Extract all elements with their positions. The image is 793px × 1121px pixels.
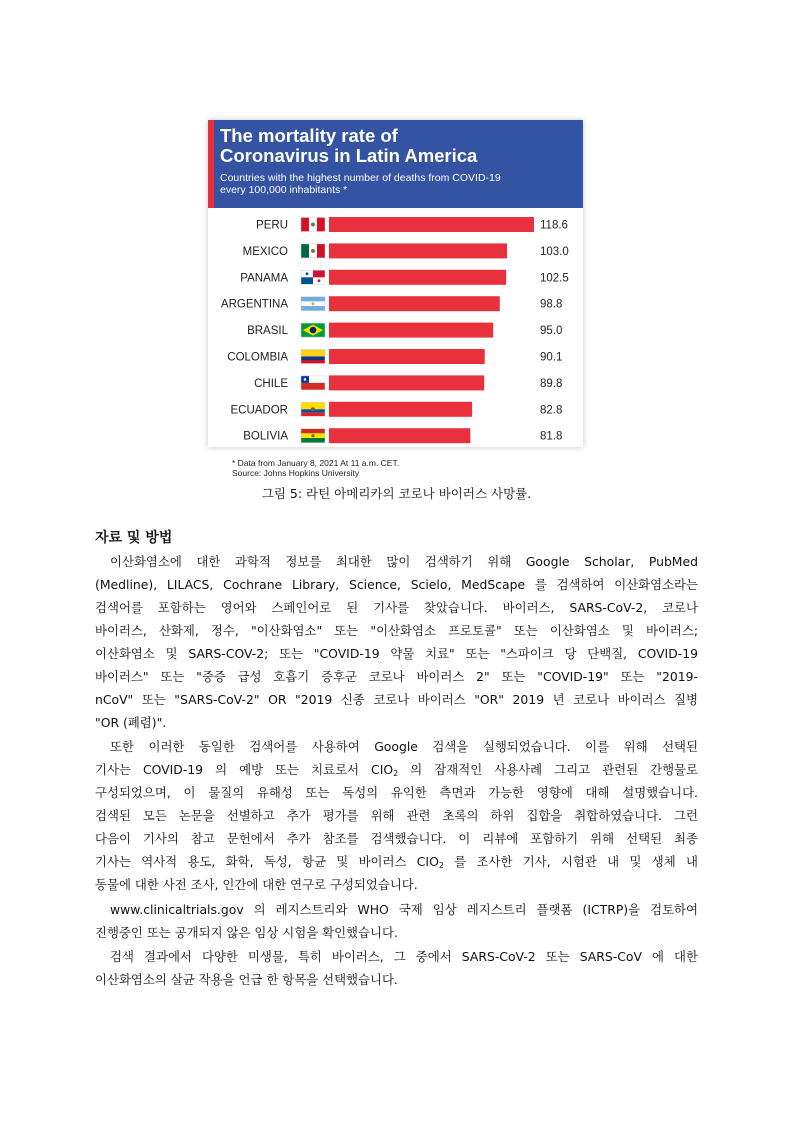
category-label: BRASIL [247,325,288,338]
bar [329,323,493,338]
paragraph-line: nCoV" 또는 "SARS-CoV-2" OR "2019 신종 코로나 바이러스 "OR" 2019 년 코로나 바이러스 질병 [95,692,698,707]
brasil-flag-icon [301,323,325,337]
bar [329,349,485,364]
bar [329,243,507,258]
paragraph-line: 이산화염소에 대한 과학적 정보를 최대한 많이 검색하기 위해 Google Scholar, PubMed [110,554,698,569]
chart-header-accent [208,120,214,208]
bolivia-flag-icon [301,429,325,443]
paragraph-line [95,850,698,873]
paragraph-line: 바이러스, 산화제, 정수, "이산화염소" 또는 "이산화염소 프로토콜" 또는 이산화염소 및 바이러스; [95,623,698,638]
bar [329,375,484,390]
bar [329,217,534,232]
line-segment: 기사는 역사적 용도, 화학, 독성, 항균 및 바이러스 CIO [95,854,439,869]
figure-caption: 그림 5: 라틴 아메리카의 코로나 바이러스 사망률. [261,486,532,501]
value-label: 95.0 [540,325,563,338]
chart-figure [208,120,583,447]
line-segment: 기사는 COVID-19 의 예방 또는 치료로서 CIO [95,762,394,777]
bar [329,296,500,311]
category-label: COLOMBIA [227,351,288,364]
paragraph-line: 이산화염소 및 SARS-COV-2; 또는 "COVID-19 약물 치료" 또는 "스파이크 당 단백질, COVID-19 [95,646,698,661]
paragraph-line: (Medline), LILACS, Cochrane Library, Science, Scielo, MedScape 를 검색하여 이산화염소라는 [95,577,698,592]
argentina-flag-icon [301,297,325,311]
chart-subtitle-line2: every 100,000 inhabitants * [220,184,348,196]
paragraph-line: 진행중인 또는 공개되지 않은 임상 시험을 확인했습니다. [95,925,398,940]
category-label: PANAMA [240,272,288,285]
bar-chart [208,208,583,447]
bar [329,402,472,417]
ecuador-flag-icon [301,402,325,416]
paragraph-line: "OR (폐렴)". [95,715,167,730]
category-label: MEXICO [242,245,288,258]
chart-subtitle-line1: Countries with the highest number of deaths from COVID-19 [220,172,501,184]
value-label: 82.8 [540,404,563,417]
section-heading: 자료 및 방법 [95,530,173,546]
chart-data-note: * Data from January 8, 2021 At 11 a.m. CET. [232,458,400,468]
bar [329,270,506,285]
value-label: 103.0 [540,245,569,258]
bar [329,428,470,443]
paragraph-line: 또한 이러한 동일한 검색어를 사용하여 Google 검색을 실행되었습니다. 이를 위해 선택된 [110,739,698,754]
category-label: ARGENTINA [220,298,288,311]
colombia-flag-icon [301,350,325,364]
paragraph-line [95,758,698,781]
chile-flag-icon [301,376,325,390]
value-label: 102.5 [540,272,569,285]
paragraph-line: 구성되었으며, 이 물질의 유해성 또는 독성의 유익한 측면과 가능한 영향에 대해 설명했습니다. [95,785,698,800]
value-label: 118.6 [540,219,568,232]
chart-title-line2: Coronavirus in Latin America [220,145,478,166]
chart-source: Source: Johns Hopkins University [232,468,360,478]
subscript: 2 [438,861,444,870]
paragraph-line: 다음이 기사의 참고 문헌에서 추가 참조를 검색했습니다. 이 리뷰에 포함하기 위해 선택된 최종 [95,831,698,846]
category-label: PERU [256,219,288,232]
chart-title-line1: The mortality rate of [220,125,398,146]
line-segment: 의 잠재적인 사용사례 그리고 관련된 간행물로 [410,762,698,777]
value-label: 98.8 [540,298,563,311]
paragraph-line: 이산화염소의 살균 작용을 언급 한 항목을 선택했습니다. [95,972,398,987]
panama-flag-icon [301,270,325,284]
peru-flag-icon [301,218,325,232]
paragraph-line: 검색된 모든 논문을 선별하고 추가 평가를 위해 관련 초록의 하위 집합을 취합하였습니다. 그런 [95,808,698,823]
mexico-flag-icon [301,244,325,258]
value-label: 89.8 [540,377,563,390]
category-label: CHILE [254,377,288,390]
value-label: 81.8 [540,430,563,443]
category-label: BOLIVIA [243,430,288,443]
value-label: 90.1 [540,351,563,364]
line-segment: 를 조사한 기사, 시험관 내 및 생체 내 [454,854,698,869]
paragraph-line: www.clinicaltrials.gov 의 레지스트리와 WHO 국제 임상 레지스트리 플랫폼 (ICTRP)을 검토하여 [110,902,698,917]
paragraph-line: 동물에 대한 사전 조사, 인간에 대한 연구로 구성되었습니다. [95,877,418,892]
paragraph-line: 검색어를 포함하는 영어와 스페인어로 된 기사를 찾았습니다. 바이러스, SARS-CoV-2, 코로나 [95,600,698,615]
subscript: 2 [393,769,399,778]
paragraph-line: 검색 결과에서 다양한 미생물, 특히 바이러스, 그 중에서 SARS-CoV-2 또는 SARS-CoV 에 대한 [110,949,698,964]
category-label: ECUADOR [230,404,288,417]
paragraph-line: 바이러스" 또는 "중증 급성 호흡기 증후군 코로나 바이러스 2" 또는 "COVID-19" 또는 "2019- [95,669,698,684]
